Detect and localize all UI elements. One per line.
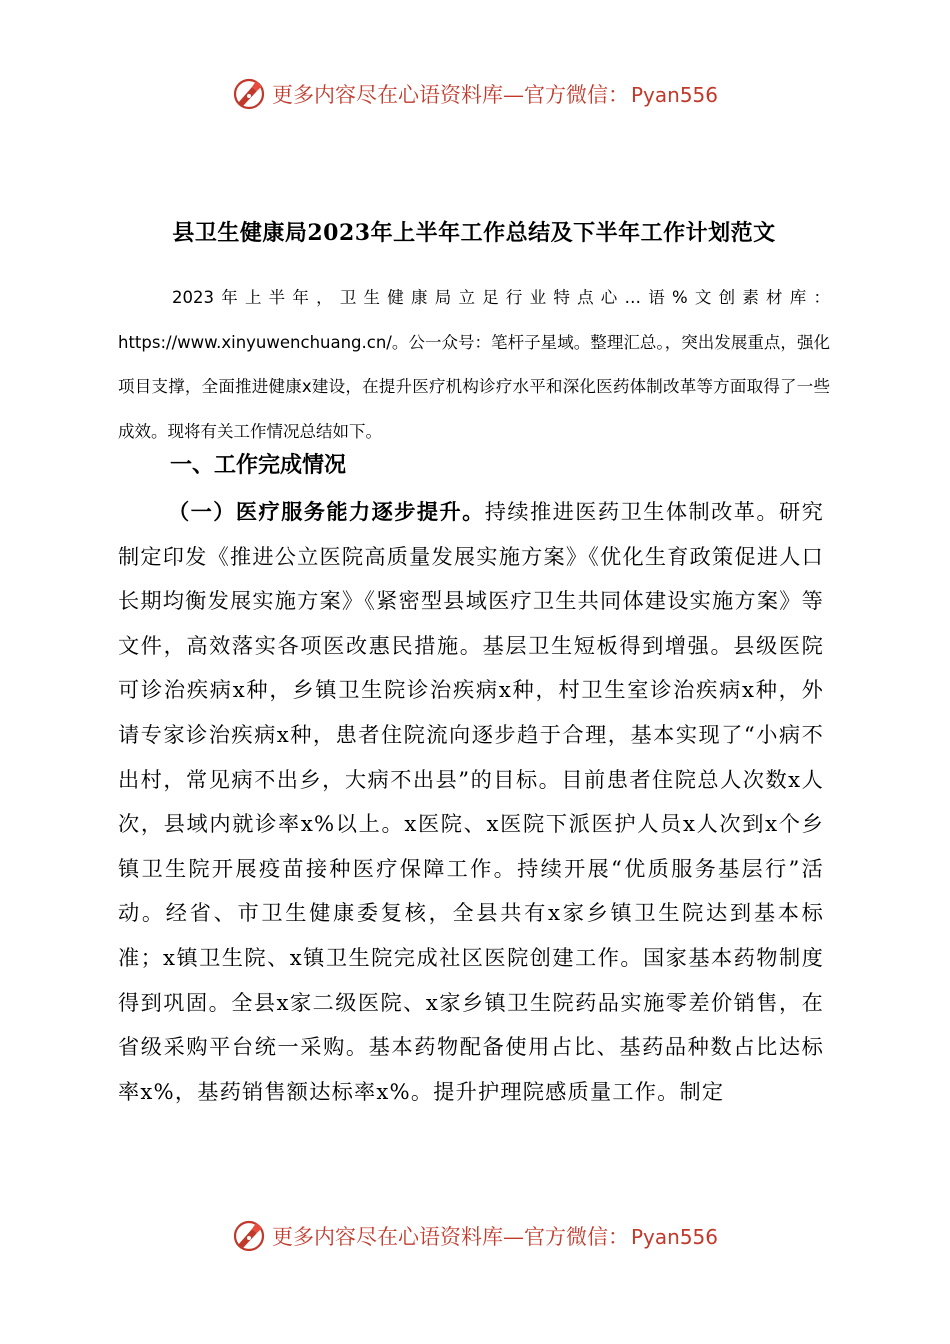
subsection-lead: （一）医疗服务能力逐步提升。 xyxy=(168,499,485,524)
banner-text: 更多内容尽在心语资料库—官方微信： Pyan556 xyxy=(271,83,718,107)
banner-wechat-id: Pyan556 xyxy=(630,83,718,107)
section-heading: 一、工作完成情况 xyxy=(170,452,347,478)
header-banner xyxy=(0,74,950,114)
footer-banner xyxy=(0,1216,950,1256)
banner-text: 更多内容尽在心语资料库—官方微信： Pyan556 xyxy=(271,1225,718,1249)
pen-nib-logo-icon xyxy=(232,1219,266,1253)
banner-wechat-id: Pyan556 xyxy=(630,1225,718,1249)
intro-paragraph: 2023年上半年，卫生健康局立足行业特点心…语%文创素材库：https://www.xinyuwenchuang.cn/。公一众号：笔杆子星域。整理汇总。，突出发展重点，强化项目支撑，全面推进健康x建设，在提升医疗机构诊疗水平和深化医药体制改革等方面取得了一些成效。现将有关工作情况总结如下。 xyxy=(118,288,830,441)
document-title: 县卫生健康局2023年上半年工作总结及下半年工作计划范文 xyxy=(172,220,776,246)
body-paragraph xyxy=(118,490,824,1114)
body-text: 持续推进医药卫生体制改革。研究制定印发《推进公立医院高质量发展实施方案》《优化生育政策促进人口长期均衡发展实施方案》《紧密型县域医疗卫生共同体建设实施方案》等文件，高效落实各项医改惠民措施。基层卫生短板得到增强。县级医院可诊治疾病x种，乡镇卫生院诊治疾病x种，村卫生室诊治疾病x种，外请专家诊治疾病x种，患者住院流向逐步趋于合理，基本实现了“小病不出村，常见病不出乡，大病不出县”的目标。目前患者住院总人次数x人次，县域内就诊率x%以上。x医院、x医院下派医护人员x人次到x个乡镇卫生院开展疫苗接种医疗保障工作。持续开展“优质服务基层行”活动。经省、市卫生健康委复核，全县共有x家乡镇卫生院达到基本标准；x镇卫生院、x镇卫生院完成社区医院创建工作。国家基本药物制度得到巩固。全县x家二级医院、x家乡镇卫生院药品实施零差价销售，在省级采购平台统一采购。基本药物配备使用占比、基药品种数占比达标率x%，基药销售额达标率x%。提升护理院感质量工作。制定 xyxy=(118,499,824,1104)
pen-nib-logo-icon xyxy=(232,77,266,111)
